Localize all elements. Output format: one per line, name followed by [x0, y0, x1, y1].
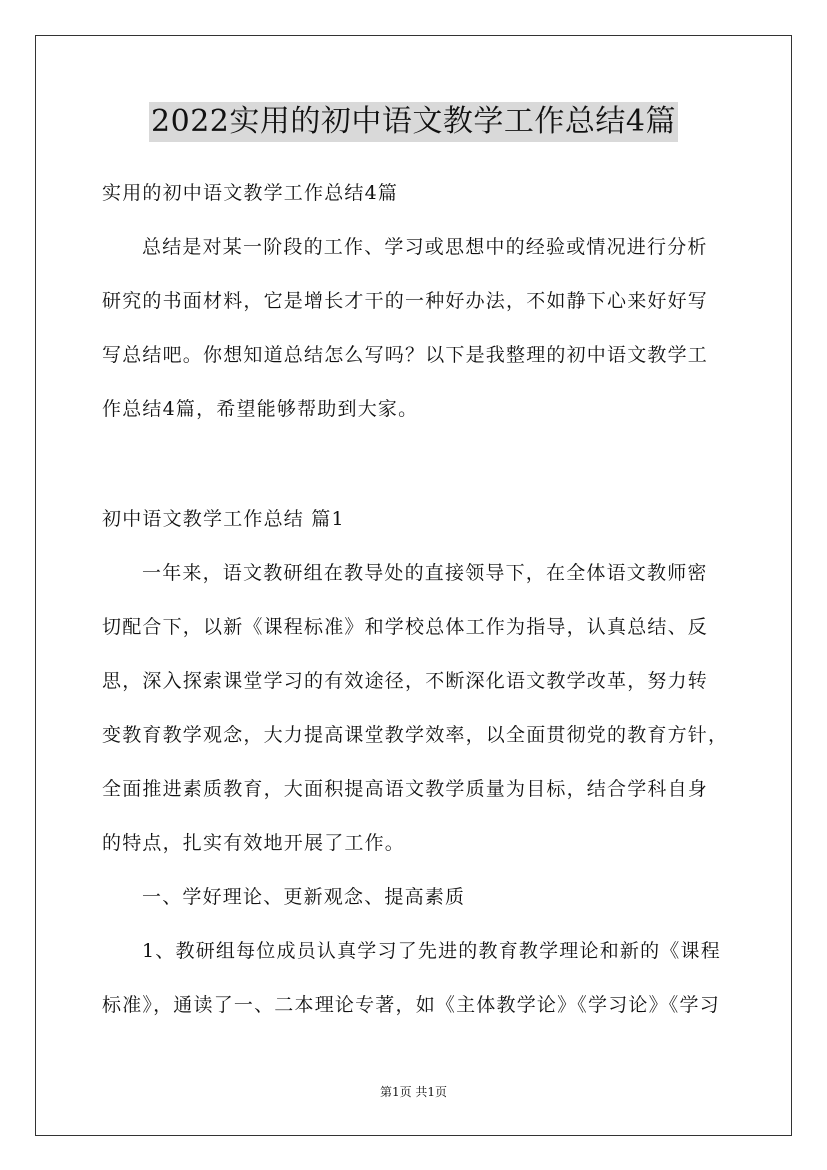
section-paragraph	[102, 546, 742, 1032]
paragraph-line: 作总结4篇，希望能够帮助到大家。	[102, 398, 419, 420]
intro-paragraph	[102, 220, 742, 436]
page-footer: 第1页 共1页	[379, 1085, 448, 1099]
paragraph-line: 写总结吧。你想知道总结怎么写吗？以下是我整理的初中语文教学工	[102, 344, 709, 366]
paragraph-line: 全面推进素质教育，大面积提高语文教学质量为目标，结合学科自身	[102, 778, 709, 800]
document-title-container	[0, 102, 827, 142]
section-heading: 初中语文教学工作总结 篇1	[102, 508, 345, 530]
subheading: 一、学好理论、更新观念、提高素质	[142, 886, 466, 908]
paragraph-line: 1、教研组每位成员认真学习了先进的教育教学理论和新的《课程	[142, 940, 721, 962]
section-heading-block	[102, 492, 742, 546]
paragraph-line: 研究的书面材料，它是增长才干的一种好办法，不如静下心来好好写	[102, 290, 709, 312]
paragraph-line: 思，深入探索课堂学习的有效途径，不断深化语文教学改革，努力转	[102, 670, 709, 692]
document-title: 2022实用的初中语文教学工作总结4篇	[149, 102, 678, 142]
paragraph-line: 切配合下，以新《课程标准》和学校总体工作为指导，认真总结、反	[102, 616, 709, 638]
paragraph-line: 总结是对某一阶段的工作、学习或思想中的经验或情况进行分析	[142, 236, 708, 258]
document-subtitle-block	[102, 166, 742, 220]
paragraph-line: 的特点，扎实有效地开展了工作。	[102, 832, 406, 854]
document-subtitle: 实用的初中语文教学工作总结4篇	[102, 182, 399, 204]
paragraph-line: 变教育教学观念，大力提高课堂教学效率，以全面贯彻党的教育方针，	[102, 724, 729, 746]
paragraph-line: 一年来，语文教研组在教导处的直接领导下，在全体语文教师密	[142, 562, 708, 584]
paragraph-line: 标准》，通读了一、二本理论专著，如《主体教学论》《学习论》《学习	[102, 994, 720, 1016]
